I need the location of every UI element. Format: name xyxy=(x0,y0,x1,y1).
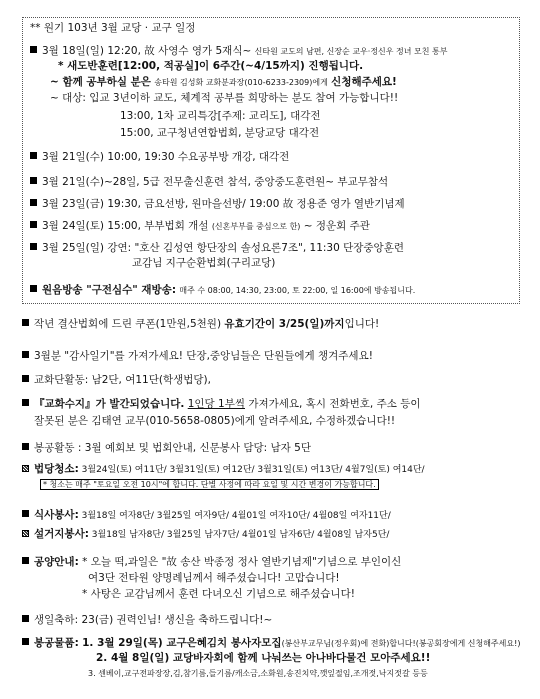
schedule-item-1-sub1: * 새도반훈련[12:00, 적공실]이 6주간(~4/15까지) 진행됩니다. xyxy=(58,60,364,72)
notice-gratitude-diary: 3월분 "감사일기"를 가져가세요! 단장,중앙님들은 단원들에게 챙겨주세요! xyxy=(22,350,373,363)
bullet-square-icon xyxy=(22,638,29,645)
schedule-item-1-sub2: ~ 함께 공부하실 분은 송타원 김성화 교화분과장(010-6233-2309)에게 신청해주세요! xyxy=(50,76,397,88)
bullet-square-icon xyxy=(30,46,37,53)
bullet-square-icon xyxy=(22,557,29,564)
notice-offering: 공양안내: * 오늘 떡,과일은 "故 송산 박종정 정사 열반기념제"기념으로 부인이신 xyxy=(22,556,401,569)
bullet-hatched-square-icon xyxy=(22,530,29,537)
schedule-header: ** 원기 103년 3월 교당 · 교구 일정 xyxy=(30,22,196,34)
schedule-item-5: 3월 24일(토) 15:00, 부부법회 개설 (신혼부부를 중심으로 한) ~ 정운회 주관 xyxy=(30,220,370,233)
bullet-square-icon xyxy=(30,199,37,206)
schedule-item-1: 3월 18일(일) 12:20, 故 사영수 영가 5재식~ 신타원 교도의 남편, 신장순 교우·정신우 정녀 모친 통부 xyxy=(30,45,448,58)
notice-supplies: 봉공물품: 1. 3월 29일(목) 교구은혜김치 봉사자모집(봉산부교무님(정우회)에 전화)합니다!(봉공회장에게 신청해주세요!) xyxy=(22,637,520,650)
notice-cleaning: 법당청소: 3월24일(토) 여11단/ 3월31일(토) 여12단/ 3월31일(토) 여13단/ 4월7일(토) 여14단/ xyxy=(22,463,425,476)
notice-supplies-3: 3. 센베이,교구전파장장,김,참기름,들기름/캐소금,소화원,송진치약,깻잎절임,조개젓,낙지젓갈 등등 xyxy=(88,669,428,678)
notice-handbook-line2: 잘못된 분은 김태연 교무(010-5658-0805)에게 알려주세요, 수정하겠습니다!! xyxy=(34,415,396,427)
schedule-item-4: 3월 23일(금) 19:30, 금요선방, 원마을선방/ 19:00 故 정용준 영가 열반기념제 xyxy=(30,198,405,211)
bullet-square-icon xyxy=(22,615,29,622)
bullet-square-icon xyxy=(30,152,37,159)
notice-dishwashing: 설거지봉사: 3월18일 남자8단/ 3월25일 남자7단/ 4월01일 남자6단/ 4월08일 남자5단/ xyxy=(22,528,389,541)
bullet-square-icon xyxy=(30,243,37,250)
notice-cleaning-note: * 청소는 매주 "토요일 오전 10시"에 합니다. 단별 사정에 따라 요일 및 시간 변경이 가능합니다. xyxy=(40,479,379,490)
bullet-square-icon xyxy=(30,221,37,228)
schedule-item-7: 원음방송 "구전심수" 재방송: 매주 수 08:00, 14:30, 23:00, 토 22:00, 일 16:00에 방송됩니다. xyxy=(30,284,415,297)
bullet-hatched-square-icon xyxy=(22,465,29,472)
bullet-square-icon xyxy=(30,177,37,184)
notice-meal-service: 식사봉사: 3월18일 여자8단/ 3월25일 여자9단/ 4월01일 여자10단/ 4월08일 여자11단/ xyxy=(22,509,391,522)
notice-birthday: 생일축하: 23(금) 권력인님! 생신을 축하드립니다!~ xyxy=(22,614,272,627)
notice-supplies-2: 2. 4월 8일(일) 교당바자회에 함께 나눠쓰는 아나바다물건 모아주세요!! xyxy=(96,652,431,664)
schedule-item-1-sub4: 13:00, 1차 교리특강[주제: 교리도], 대각전 xyxy=(120,110,321,122)
notice-offering-line2: 여3단 전타원 양명례님께서 해주셨습니다! 고맙습니다! xyxy=(88,572,340,584)
bullet-square-icon xyxy=(22,443,29,450)
schedule-item-1-sub3: ~ 대상: 입교 3년이하 교도, 체계적 공부를 희망하는 분도 참여 가능합니다!! xyxy=(50,92,399,104)
notice-offering-line3: * 사탕은 교감님께서 훈련 다녀오신 기념으로 해주셨습니다! xyxy=(82,588,355,600)
notice-handbook: 『교화수지』가 발간되었습니다. 1인당 1부씩 가져가세요, 혹시 전화번호, 주소 등이 xyxy=(22,398,421,411)
bullet-square-icon xyxy=(22,510,29,517)
bullet-square-icon xyxy=(22,375,29,382)
schedule-item-1-sub5: 15:00, 교구청년연합법회, 분당교당 대각전 xyxy=(120,127,320,139)
notice-service-duty: 봉공활동 : 3월 예회보 및 법회안내, 신문봉사 담당: 남자 5단 xyxy=(22,442,311,455)
bullet-square-icon xyxy=(22,399,29,406)
bullet-square-icon xyxy=(22,319,29,326)
schedule-item-6-line2: 교감님 지구순환법회(구리교당) xyxy=(132,257,276,269)
schedule-item-2: 3월 21일(수) 10:00, 19:30 수요공부방 개강, 대각전 xyxy=(30,151,289,164)
bullet-square-icon xyxy=(22,351,29,358)
notice-group-activity: 교화단활동: 남2단, 여11단(학생법당), xyxy=(22,374,211,387)
notice-coupon: 작년 결산법회에 드린 쿠폰(1만원,5천원) 유효기간이 3/25(일)까지입니다! xyxy=(22,318,379,331)
schedule-item-6: 3월 25일(일) 강연: "호산 김성연 항단장의 솔성요론7조", 11:30 단장중앙훈련 xyxy=(30,242,404,255)
schedule-item-3: 3월 21일(수)~28일, 5급 전무출신훈련 참석, 중앙중도훈련원~ 부교무참석 xyxy=(30,176,388,189)
bullet-square-icon xyxy=(30,285,37,292)
